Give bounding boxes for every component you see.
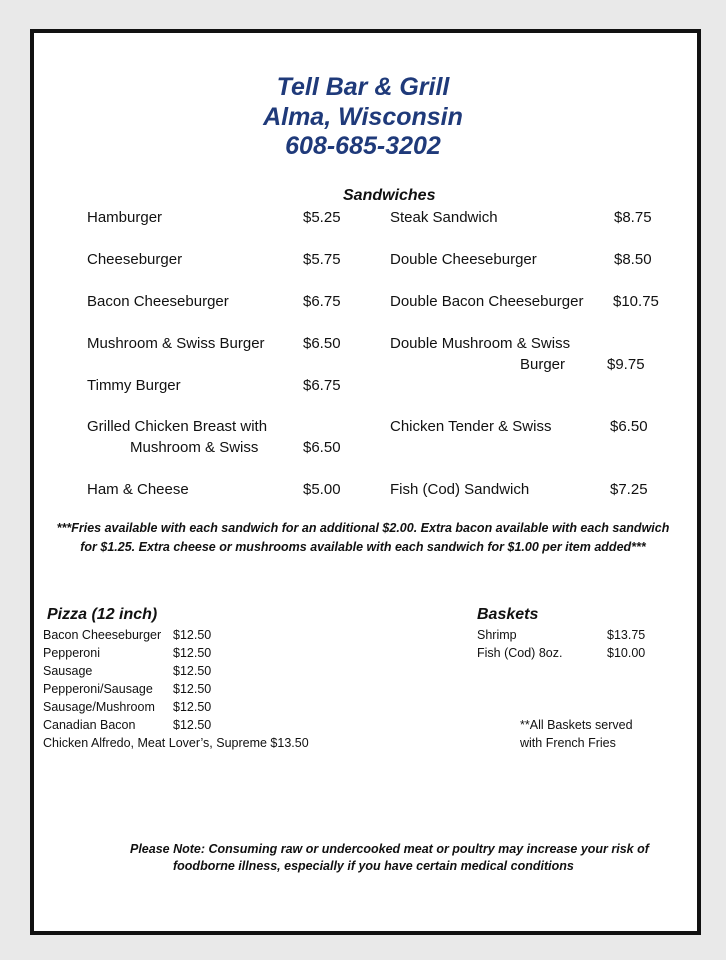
basket-price: $13.75 (607, 628, 646, 642)
pizza-price: $12.50 (173, 664, 212, 678)
sandwich-name: Double Cheeseburger (390, 251, 537, 268)
pizza-price: $12.50 (173, 628, 212, 642)
sandwich-price: $8.75 (614, 209, 652, 226)
sandwich-price: $6.50 (303, 439, 341, 456)
sandwich-name: Fish (Cod) Sandwich (390, 481, 530, 498)
pizza-name: Sausage/Mushroom (43, 700, 155, 714)
restaurant-location: Alma, Wisconsin (263, 103, 463, 131)
sandwich-name: Ham & Cheese (87, 481, 189, 498)
restaurant-name: Tell Bar & Grill (276, 73, 450, 101)
sandwich-name: Double Bacon Cheeseburger (390, 293, 584, 310)
sandwich-name: Hamburger (87, 209, 163, 226)
sandwich-name-continued: Burger (520, 356, 566, 373)
pizza-price: $12.50 (173, 682, 212, 696)
sandwich-extras-note: ***Fries available with each sandwich for an additional $2.00. Extra bacon available with each sandwich (56, 521, 670, 535)
sandwich-name: Grilled Chicken Breast with (87, 418, 268, 435)
sandwich-name: Mushroom & Swiss Burger (87, 335, 265, 352)
pizza-name: Pepperoni/Sausage (43, 682, 153, 696)
sandwich-name-continued: Mushroom & Swiss (130, 439, 259, 456)
pizza-price: $12.50 (173, 718, 212, 732)
baskets-heading: Baskets (477, 606, 539, 623)
sandwich-price: $5.25 (303, 209, 341, 226)
sandwich-price: $9.75 (607, 356, 645, 373)
pizza-specialty-line: Chicken Alfredo, Meat Lover’s, Supreme $13.50 (43, 736, 309, 750)
sandwich-name: Steak Sandwich (390, 209, 498, 226)
pizza-heading: Pizza (12 inch) (47, 606, 158, 623)
sandwich-name: Cheeseburger (87, 251, 183, 268)
basket-price: $10.00 (607, 646, 646, 660)
sandwich-extras-note-line2: for $1.25. Extra cheese or mushrooms available with each sandwich for $1.00 per item added*** (80, 540, 646, 554)
pizza-name: Bacon Cheeseburger (43, 628, 162, 642)
sandwich-name: Timmy Burger (87, 377, 181, 394)
sandwich-price: $6.75 (303, 293, 341, 310)
sandwich-price: $10.75 (613, 293, 659, 310)
health-disclaimer-line2: foodborne illness, especially if you have certain medical conditions (173, 859, 574, 873)
sandwich-price: $5.00 (303, 481, 341, 498)
sandwich-price: $6.75 (303, 377, 341, 394)
sandwich-price: $7.25 (610, 481, 648, 498)
health-disclaimer: Please Note: Consuming raw or undercooked meat or poultry may increase your risk of (130, 842, 649, 856)
pizza-name: Canadian Bacon (43, 718, 136, 732)
baskets-note: **All Baskets served (520, 718, 633, 732)
pizza-name: Pepperoni (43, 646, 100, 660)
sandwich-name: Bacon Cheeseburger (87, 293, 229, 310)
restaurant-phone: 608-685-3202 (285, 132, 441, 160)
basket-name: Shrimp (477, 628, 517, 642)
sandwich-name: Chicken Tender & Swiss (390, 418, 552, 435)
pizza-price: $12.50 (173, 646, 212, 660)
sandwich-price: $5.75 (303, 251, 341, 268)
sandwich-price: $6.50 (303, 335, 341, 352)
sandwich-price: $6.50 (610, 418, 648, 435)
pizza-price: $12.50 (173, 700, 212, 714)
sandwich-name: Double Mushroom & Swiss (390, 335, 571, 352)
basket-name: Fish (Cod) 8oz. (477, 646, 563, 660)
sandwiches-heading: Sandwiches (343, 187, 436, 204)
baskets-note-line2: with French Fries (520, 736, 616, 750)
sandwich-price: $8.50 (614, 251, 652, 268)
pizza-name: Sausage (43, 664, 93, 678)
